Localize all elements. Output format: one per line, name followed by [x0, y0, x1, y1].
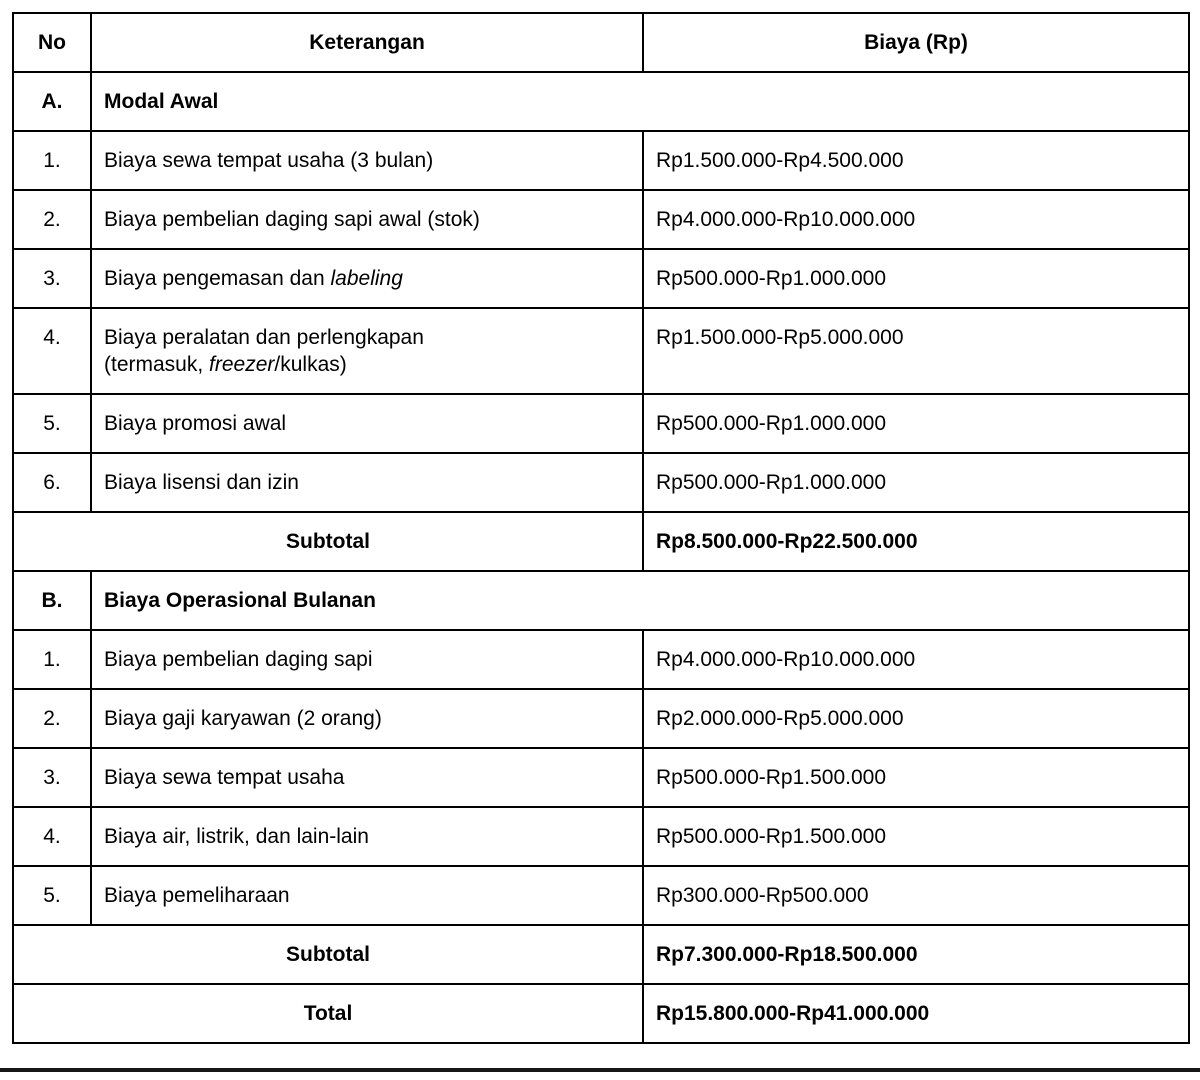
- item-cost: Rp2.000.000-Rp5.000.000: [643, 689, 1189, 748]
- section-row: [13, 571, 1189, 630]
- item-number: 3.: [13, 748, 91, 807]
- item-description: [91, 190, 643, 249]
- item-number: 4.: [13, 807, 91, 866]
- item-row: [13, 249, 1189, 308]
- item-cost: Rp300.000-Rp500.000: [643, 866, 1189, 925]
- item-description: [91, 630, 643, 689]
- item-description: [91, 453, 643, 512]
- description-text: Biaya pembelian daging sapi awal (stok): [104, 208, 480, 231]
- item-cost: Rp1.500.000-Rp4.500.000: [643, 131, 1189, 190]
- section-title: Modal Awal: [91, 72, 1189, 131]
- subtotal-cost: Rp8.500.000-Rp22.500.000: [643, 512, 1189, 571]
- item-description: [91, 131, 643, 190]
- item-number: 3.: [13, 249, 91, 308]
- total-row: [13, 984, 1189, 1043]
- section-title: Biaya Operasional Bulanan: [91, 571, 1189, 630]
- item-number: 1.: [13, 630, 91, 689]
- description-text: Biaya air, listrik, dan lain-lain: [104, 825, 369, 848]
- subtotal-label: Subtotal: [13, 512, 643, 571]
- item-description: [91, 748, 643, 807]
- header-row: [13, 13, 1189, 72]
- section-row: [13, 72, 1189, 131]
- item-cost: Rp500.000-Rp1.000.000: [643, 394, 1189, 453]
- item-cost: Rp500.000-Rp1.500.000: [643, 748, 1189, 807]
- section-letter: B.: [13, 571, 91, 630]
- header-keterangan: Keterangan: [91, 13, 643, 72]
- item-number: 2.: [13, 689, 91, 748]
- description-text: Biaya gaji karyawan (2 orang): [104, 707, 382, 730]
- item-description: [91, 394, 643, 453]
- section-letter: A.: [13, 72, 91, 131]
- item-row: [13, 807, 1189, 866]
- subtotal-cost: Rp7.300.000-Rp18.500.000: [643, 925, 1189, 984]
- item-number: 1.: [13, 131, 91, 190]
- description-text: Biaya peralatan dan perlengkapan: [104, 326, 424, 349]
- item-cost: Rp4.000.000-Rp10.000.000: [643, 630, 1189, 689]
- item-description: [91, 689, 643, 748]
- item-description: [91, 866, 643, 925]
- header-biaya: Biaya (Rp): [643, 13, 1189, 72]
- cost-table: [12, 12, 1190, 1044]
- item-cost: Rp4.000.000-Rp10.000.000: [643, 190, 1189, 249]
- item-cost: Rp500.000-Rp1.500.000: [643, 807, 1189, 866]
- italic-term: labeling: [330, 267, 403, 290]
- description-text: /kulkas): [274, 353, 347, 376]
- description-text: Biaya pengemasan dan: [104, 267, 331, 290]
- total-cost: Rp15.800.000-Rp41.000.000: [643, 984, 1189, 1043]
- table-header: [13, 13, 1189, 72]
- item-row: [13, 394, 1189, 453]
- item-row: [13, 689, 1189, 748]
- item-row: [13, 630, 1189, 689]
- item-row: [13, 453, 1189, 512]
- bottom-divider: [0, 1068, 1200, 1072]
- description-text: Biaya promosi awal: [104, 412, 287, 435]
- item-description: [91, 807, 643, 866]
- item-description: [91, 249, 643, 308]
- description-text: Biaya sewa tempat usaha (3 bulan): [104, 149, 434, 172]
- item-cost: Rp500.000-Rp1.000.000: [643, 453, 1189, 512]
- description-text: Biaya pemeliharaan: [104, 884, 290, 907]
- total-label: Total: [13, 984, 643, 1043]
- description-text: (termasuk,: [104, 353, 210, 376]
- description-text: Biaya sewa tempat usaha: [104, 766, 345, 789]
- italic-term: freezer: [209, 353, 275, 376]
- item-number: 5.: [13, 394, 91, 453]
- item-row: [13, 866, 1189, 925]
- item-number: 2.: [13, 190, 91, 249]
- description-text: Biaya lisensi dan izin: [104, 471, 299, 494]
- item-description: [91, 308, 643, 394]
- item-row: [13, 308, 1189, 394]
- item-cost: Rp500.000-Rp1.000.000: [643, 249, 1189, 308]
- subtotal-label: Subtotal: [13, 925, 643, 984]
- item-cost: Rp1.500.000-Rp5.000.000: [643, 308, 1189, 394]
- item-number: 4.: [13, 308, 91, 394]
- subtotal-row: [13, 512, 1189, 571]
- subtotal-row: [13, 925, 1189, 984]
- table-body: [13, 72, 1189, 1043]
- header-no: No: [13, 13, 91, 72]
- item-row: [13, 748, 1189, 807]
- item-row: [13, 190, 1189, 249]
- description-text: Biaya pembelian daging sapi: [104, 648, 373, 671]
- item-row: [13, 131, 1189, 190]
- item-number: 6.: [13, 453, 91, 512]
- item-number: 5.: [13, 866, 91, 925]
